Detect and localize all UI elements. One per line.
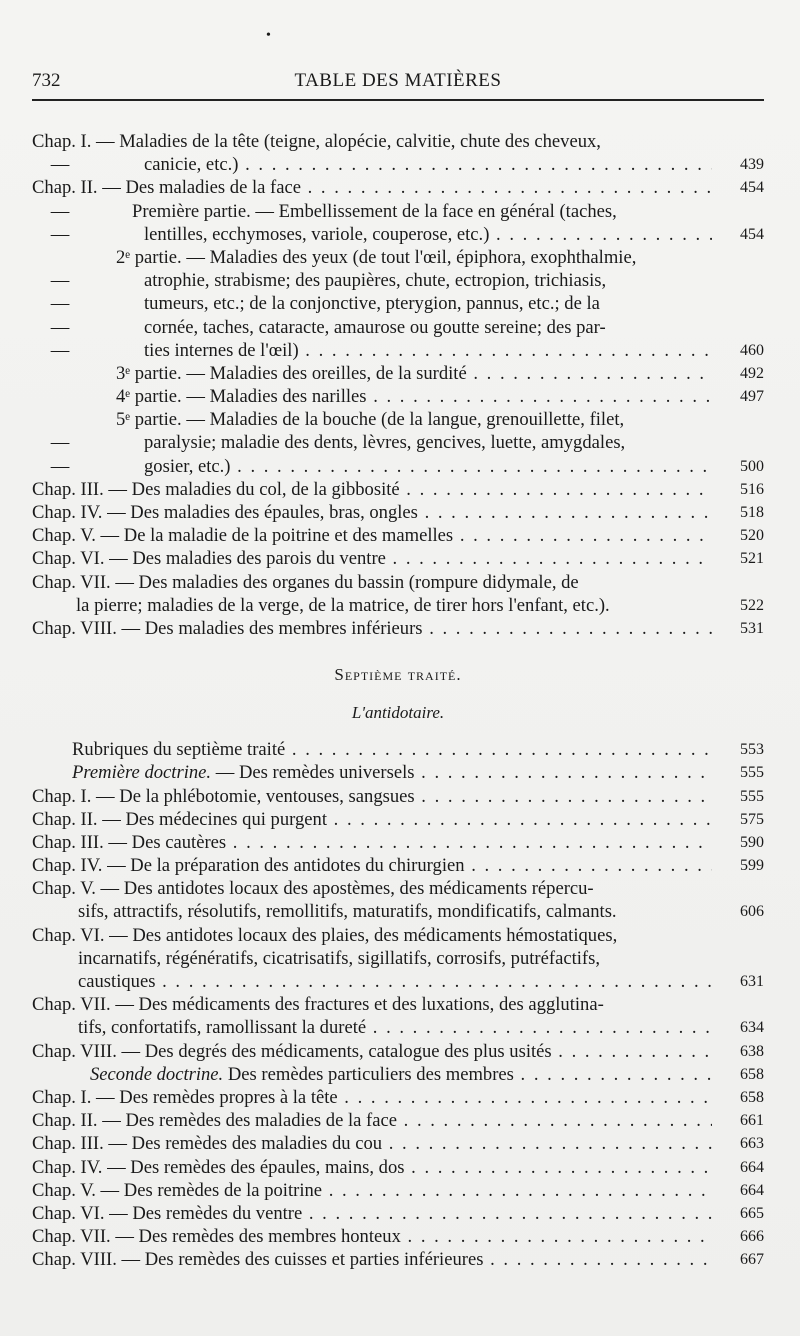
toc-line xyxy=(32,316,764,339)
entry-label: Chap. VI. — Des maladies des parois du ventre xyxy=(32,548,386,570)
section-title: Septième traité. xyxy=(334,665,462,685)
entry-label: Chap. VI. — Des remèdes du ventre xyxy=(32,1202,303,1224)
toc-entry-text xyxy=(32,478,712,501)
page-ref: 522 xyxy=(740,596,764,614)
entry-label: Chap. II. — Des remèdes des maladies de la face xyxy=(32,1110,398,1132)
toc-entry-text xyxy=(32,993,764,1016)
toc-line xyxy=(32,269,764,292)
entry-label: caustiques xyxy=(78,971,156,992)
entry-label: tifs, confortatifs, ramollissant la dureté xyxy=(78,1017,367,1039)
continuation-dash: — xyxy=(50,154,70,176)
toc-line xyxy=(32,1109,764,1132)
entry-label: Chap. VIII. — Des maladies des membres inférieurs xyxy=(32,617,423,639)
toc-entry-text xyxy=(32,1109,712,1132)
page-ref: 492 xyxy=(740,364,764,382)
page-ref: 555 xyxy=(740,764,764,782)
page-ref: 575 xyxy=(740,810,764,828)
toc-line xyxy=(32,785,764,808)
toc-line xyxy=(32,831,764,854)
toc-line xyxy=(32,501,764,524)
toc-line xyxy=(32,362,764,385)
entry-label: Chap. VII. — Des remèdes des membres honteux xyxy=(32,1226,401,1248)
toc-block-sixth-treatise xyxy=(32,130,764,640)
page-ref: 439 xyxy=(740,156,764,174)
page-ref: 531 xyxy=(740,619,764,637)
toc-entry-text xyxy=(32,785,712,808)
entry-label: Chap. VIII. — Des degrés des médicaments, catalogue des plus usités xyxy=(32,1040,552,1062)
page-ref: 634 xyxy=(740,1019,764,1037)
toc-entry-text xyxy=(76,594,712,617)
entry-label: incarnatifs, régénératifs, cicatrisatifs, sigillatifs, corrosifs, putréfactifs, xyxy=(78,947,600,969)
toc-line xyxy=(32,524,764,547)
continuation-dash: — xyxy=(50,293,70,315)
toc-line xyxy=(32,761,764,784)
page-ref: 500 xyxy=(740,457,764,475)
page-ref: 599 xyxy=(740,857,764,875)
toc-line xyxy=(32,808,764,831)
toc-entry-text xyxy=(144,223,712,246)
entry-label: Chap. II. — Des maladies de la face xyxy=(32,177,301,199)
entry-label: sifs, attractifs, résolutifs, remollitifs, maturatifs, mondificatifs, calmants. xyxy=(78,901,617,923)
entry-label: Chap. VIII. — Des remèdes des cuisses et parties inférieures xyxy=(32,1249,484,1271)
running-title: TABLE DES MATIÈRES xyxy=(294,70,502,91)
toc-entry-text xyxy=(32,571,764,594)
toc-entry-text xyxy=(32,877,764,900)
toc-entry-text xyxy=(32,176,712,199)
page-ref: 590 xyxy=(740,833,764,851)
toc-entry-text xyxy=(32,924,764,947)
toc-line xyxy=(32,993,764,1016)
toc-line xyxy=(32,924,764,947)
toc-entry-text xyxy=(32,854,712,877)
toc-line xyxy=(32,176,764,199)
toc-line xyxy=(32,854,764,877)
continuation-dash: — xyxy=(50,316,70,338)
toc-entry-text xyxy=(144,316,764,339)
page-ref: 664 xyxy=(740,1158,764,1176)
toc-line xyxy=(32,547,764,570)
entry-label: la pierre; maladies de la verge, de la matrice, de tirer hors l'enfant, etc.). xyxy=(76,594,610,616)
continuation-dash: — xyxy=(50,455,70,477)
page-ref: 520 xyxy=(740,527,764,545)
page-ref: 658 xyxy=(740,1065,764,1083)
entry-label: ties internes de l'œil) xyxy=(144,339,299,361)
toc-line xyxy=(32,1179,764,1202)
entry-label: Chap. VI. — Des antidotes locaux des plaies, des médicaments hémostatiques, xyxy=(32,924,618,946)
page-ref: 631 xyxy=(740,973,764,990)
entry-label: Chap. III. — Des maladies du col, de la gibbosité xyxy=(32,478,400,500)
entry-label: atrophie, strabisme; des paupières, chute, ectropion, trichiasis, xyxy=(144,270,607,292)
page-ref: 661 xyxy=(740,1112,764,1130)
page-ref: 667 xyxy=(740,1251,764,1269)
entry-label: Chap. IV. — De la préparation des antidotes du chirurgien xyxy=(32,855,465,877)
toc-entry-text xyxy=(32,1156,712,1179)
entry-label: Chap. I. — Maladies de la tête (teigne, alopécie, calvitie, chute des cheveux, xyxy=(32,131,601,152)
toc-entry-text xyxy=(144,292,764,315)
section-subtitle: L'antidotaire. xyxy=(351,703,445,723)
toc-entry-text xyxy=(116,385,712,408)
toc-line xyxy=(32,246,764,269)
page-ref: 521 xyxy=(740,550,764,568)
toc-line xyxy=(32,1225,764,1248)
toc-entry-text xyxy=(132,200,764,223)
toc-entry-text xyxy=(32,547,712,570)
toc-entry-text xyxy=(32,1040,712,1063)
toc-entry-text xyxy=(116,362,712,385)
toc-entry-text xyxy=(78,970,712,993)
entry-label: Chap. VII. — Des maladies des organes du bassin (rompure didymale, de xyxy=(32,571,579,593)
toc-line xyxy=(32,1086,764,1109)
toc-line xyxy=(32,1063,764,1086)
toc-entry-text xyxy=(32,1132,712,1155)
toc-entry-text xyxy=(32,808,712,831)
page-ref: 516 xyxy=(740,480,764,498)
entry-label: Rubriques du septième traité xyxy=(72,739,286,761)
entry-label: canicie, etc.) xyxy=(144,154,239,176)
entry-label: 4ᵉ partie. — Maladies des narilles xyxy=(116,386,367,408)
toc-line xyxy=(32,385,764,408)
toc-entry-text xyxy=(32,130,764,153)
page-ref: 638 xyxy=(740,1042,764,1060)
toc-content xyxy=(32,130,764,1271)
toc-line xyxy=(32,1132,764,1155)
toc-line xyxy=(32,455,764,478)
toc-line xyxy=(32,617,764,640)
page-ref: 460 xyxy=(740,341,764,359)
toc-line xyxy=(32,947,764,970)
toc-line xyxy=(32,223,764,246)
page-number: 732 xyxy=(32,70,61,91)
entry-label: 3ᵉ partie. — Maladies des oreilles, de la surdité xyxy=(116,362,467,384)
toc-line xyxy=(32,292,764,315)
toc-line xyxy=(32,339,764,362)
entry-label: Chap. III. — Des remèdes des maladies du cou xyxy=(32,1133,383,1155)
toc-entry-text xyxy=(32,1225,712,1248)
entry-label: Chap. IV. — Des maladies des épaules, bras, ongles xyxy=(32,502,418,523)
toc-line xyxy=(32,1040,764,1063)
entry-label: cornée, taches, cataracte, amaurose ou goutte sereine; des par- xyxy=(144,316,606,338)
toc-entry-text xyxy=(144,339,712,362)
toc-entry-text xyxy=(78,900,712,923)
toc-line xyxy=(32,200,764,223)
toc-entry-text xyxy=(78,947,764,970)
toc-line xyxy=(32,594,764,617)
toc-entry-text xyxy=(78,1016,712,1039)
toc-line xyxy=(32,877,764,900)
entry-label: Des remèdes particuliers des membres xyxy=(223,1063,514,1085)
entry-label: Chap. V. — Des antidotes locaux des apostèmes, des médicaments répercu- xyxy=(32,878,594,900)
continuation-dash: — xyxy=(50,270,70,292)
toc-line xyxy=(32,900,764,923)
doctrine-label: Seconde doctrine. xyxy=(90,1063,224,1085)
toc-line xyxy=(32,970,764,993)
toc-line xyxy=(32,431,764,454)
page-ref: 658 xyxy=(740,1088,764,1106)
toc-line xyxy=(32,153,764,176)
doctrine-label: Première doctrine. xyxy=(72,762,212,784)
toc-line xyxy=(32,130,764,153)
page-ref: 664 xyxy=(740,1181,764,1199)
entry-label: Chap. V. — Des remèdes de la poitrine xyxy=(32,1179,323,1201)
entry-label: Chap. VII. — Des médicaments des fractures et des luxations, des agglutina- xyxy=(32,994,604,1016)
toc-entry-text xyxy=(72,738,712,761)
entry-label: Première partie. — Embellissement de la face en général (taches, xyxy=(132,200,617,222)
toc-entry-text xyxy=(32,501,712,524)
entry-label: Chap. III. — Des cautères xyxy=(32,831,227,853)
header-rule xyxy=(32,99,764,101)
page-ref: 518 xyxy=(740,504,764,521)
toc-entry-text xyxy=(32,524,712,547)
entry-label: gosier, etc.) xyxy=(144,455,231,477)
continuation-dash: — xyxy=(50,432,70,454)
page-ref: 606 xyxy=(740,903,764,921)
toc-entry-text xyxy=(116,408,764,431)
toc-entry-text xyxy=(144,269,764,292)
entry-label: 5ᵉ partie. — Maladies de la bouche (de la langue, grenouillette, filet, xyxy=(116,409,625,431)
toc-line xyxy=(32,571,764,594)
page-ref: 666 xyxy=(740,1228,764,1246)
continuation-dash: — xyxy=(50,339,70,361)
entry-label: lentilles, ecchymoses, variole, couperose, etc.) xyxy=(144,223,490,245)
ink-dot: • xyxy=(266,28,271,43)
toc-entry-text xyxy=(32,1202,712,1225)
entry-label: 2ᵉ partie. — Maladies des yeux (de tout l'œil, épiphora, exophthalmie, xyxy=(116,246,637,268)
toc-block-seventh-treatise xyxy=(32,738,764,1271)
toc-line xyxy=(32,408,764,431)
entry-label: Chap. I. — Des remèdes propres à la tête xyxy=(32,1086,338,1108)
toc-entry-text xyxy=(72,761,712,784)
page-ref: 497 xyxy=(740,388,764,406)
entry-label: Chap. II. — Des médecines qui purgent xyxy=(32,808,328,830)
toc-entry-text xyxy=(144,153,712,176)
toc-line xyxy=(32,1248,764,1271)
page-ref: 663 xyxy=(740,1135,764,1153)
toc-entry-text xyxy=(32,617,712,640)
toc-line xyxy=(32,738,764,761)
toc-entry-text xyxy=(32,1179,712,1202)
entry-label: Chap. V. — De la maladie de la poitrine et des mamelles xyxy=(32,525,454,547)
page-ref: 454 xyxy=(740,179,764,197)
toc-line xyxy=(32,478,764,501)
page-ref: 553 xyxy=(740,741,764,759)
entry-label: Chap. IV. — Des remèdes des épaules, mains, dos xyxy=(32,1156,405,1178)
continuation-dash: — xyxy=(50,223,70,245)
continuation-dash: — xyxy=(50,200,70,222)
toc-entry-text xyxy=(32,1248,712,1271)
page-ref: 555 xyxy=(740,787,764,805)
toc-line xyxy=(32,1016,764,1039)
toc-entry-text xyxy=(32,831,712,854)
entry-label: tumeurs, etc.; de la conjonctive, pterygion, pannus, etc.; de la xyxy=(144,293,600,315)
toc-entry-text xyxy=(90,1063,712,1086)
page-header xyxy=(32,70,764,96)
entry-label: paralysie; maladie des dents, lèvres, gencives, luette, amygdales, xyxy=(144,432,626,454)
toc-line xyxy=(32,1202,764,1225)
page-ref: 454 xyxy=(740,225,764,243)
entry-label: Chap. I. — De la phlébotomie, ventouses, sangsues xyxy=(32,785,415,807)
page-ref: 665 xyxy=(740,1204,764,1222)
toc-entry-text xyxy=(144,455,712,478)
toc-entry-text xyxy=(144,431,764,454)
toc-entry-text xyxy=(116,246,764,269)
toc-entry-text xyxy=(32,1086,712,1109)
entry-label: — Des remèdes universels xyxy=(211,762,415,784)
toc-line xyxy=(32,1156,764,1179)
